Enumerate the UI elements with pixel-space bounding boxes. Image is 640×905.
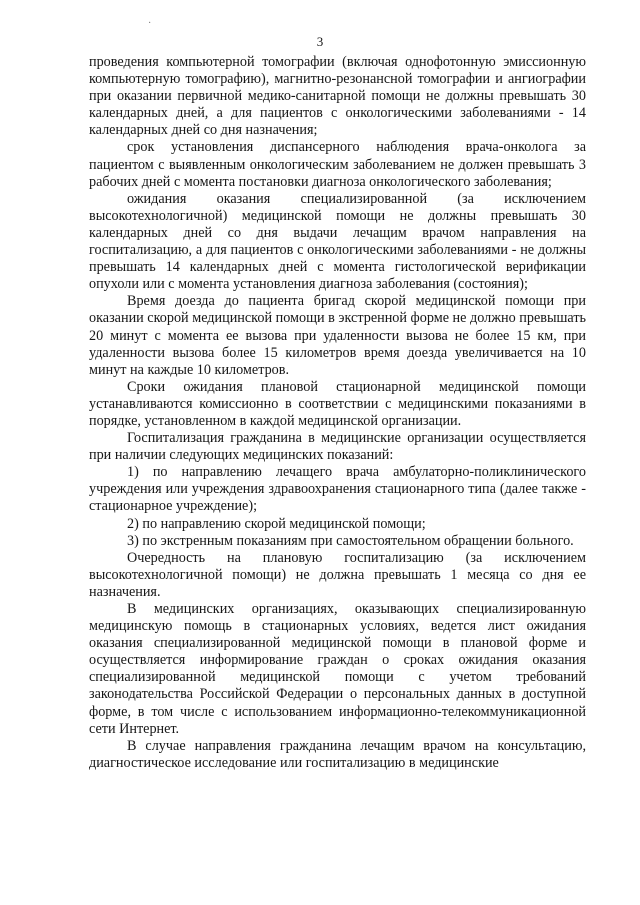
list-item-emergency: 3) по экстренным показаниям при самостоятельном обращении больного. (127, 532, 574, 549)
list-item-ambulance-referral: 2) по направлению скорой медицинской помощи; (127, 515, 426, 532)
paragraph-ct-mri-wait: проведения компьютерной томографии (включая однофотонную эмиссионную компьютерную томографию), магнитно-резонансной томографии и ангиографии при оказании первичной медико-санитарной помощи не должны превышать 30 календарных дней, а для пациентов с онкологическими заболеваниями - 14 календарных дней со дня назначения; (89, 54, 586, 139)
paragraph-planned-queue: Очередность на плановую госпитализацию (за исключением высокотехнологичной помощи) не должна превышать 1 месяца со дня ее назначения. (89, 549, 586, 600)
paragraph-oncology-dispensary: срок установления диспансерного наблюдения врача-онколога за пациентом с выявленным онкологическим заболеванием не должен превышать 3 рабочих дней с момента постановки диагноза онкологического заболевания; (89, 139, 586, 190)
paragraph-inpatient-wait: Сроки ожидания плановой стационарной медицинской помощи устанавливаются комиссионно в соответствии с медицинскими показаниями в порядке, установленном в каждой медицинской организации. (89, 378, 586, 429)
document-body (89, 54, 586, 772)
paragraph-ambulance-arrival: Время доезда до пациента бригад скорой медицинской помощи при оказании скорой медицинской помощи в экстренной форме не должно превышать 20 минут с момента ее вызова при удаленности вызова не более 15 км, при удаленности вызова более 15 километров время доезда увеличивается на 10 минут на каждые 10 километров. (89, 293, 586, 378)
paragraph-hospitalization-indications: Госпитализация гражданина в медицинские организации осуществляется при наличии следующих медицинских показаний: (89, 430, 586, 464)
list-item-referral-doctor: 1) по направлению лечащего врача амбулаторно-поликлинического учреждения или учреждения здравоохранения стационарного типа (далее также - стационарное учреждение); (89, 464, 586, 515)
paragraph-referral-case: В случае направления гражданина лечащим врачом на консультацию, диагностическое исследование или госпитализацию в медицинские (89, 737, 586, 771)
paragraph-waiting-list: В медицинских организациях, оказывающих специализированную медицинскую помощь в стационарных условиях, ведется лист ожидания оказания специализированной медицинской помощи в плановой форме и осуществляется информирование граждан о сроках ожидания оказания специализированной медицинской помощи с учетом требований законодательства Российской Федерации о персональных данных в доступной форме, в том числе с использованием информационно-телекоммуникационной сети Интернет. (89, 601, 586, 737)
scan-corner-mark: · (148, 18, 152, 29)
paragraph-specialized-care-wait: ожидания оказания специализированной (за исключением высокотехнологичной) медицинской помощи не должны превышать 30 календарных дней со дня выдачи лечащим врачом направления на госпитализацию, а для пациентов с онкологическими заболеваниями - не должны превышать 14 календарных дней с момента гистологической верификации опухоли или с момента установления диагноза заболевания (состояния); (89, 190, 586, 293)
page-number: 3 (316, 34, 324, 49)
